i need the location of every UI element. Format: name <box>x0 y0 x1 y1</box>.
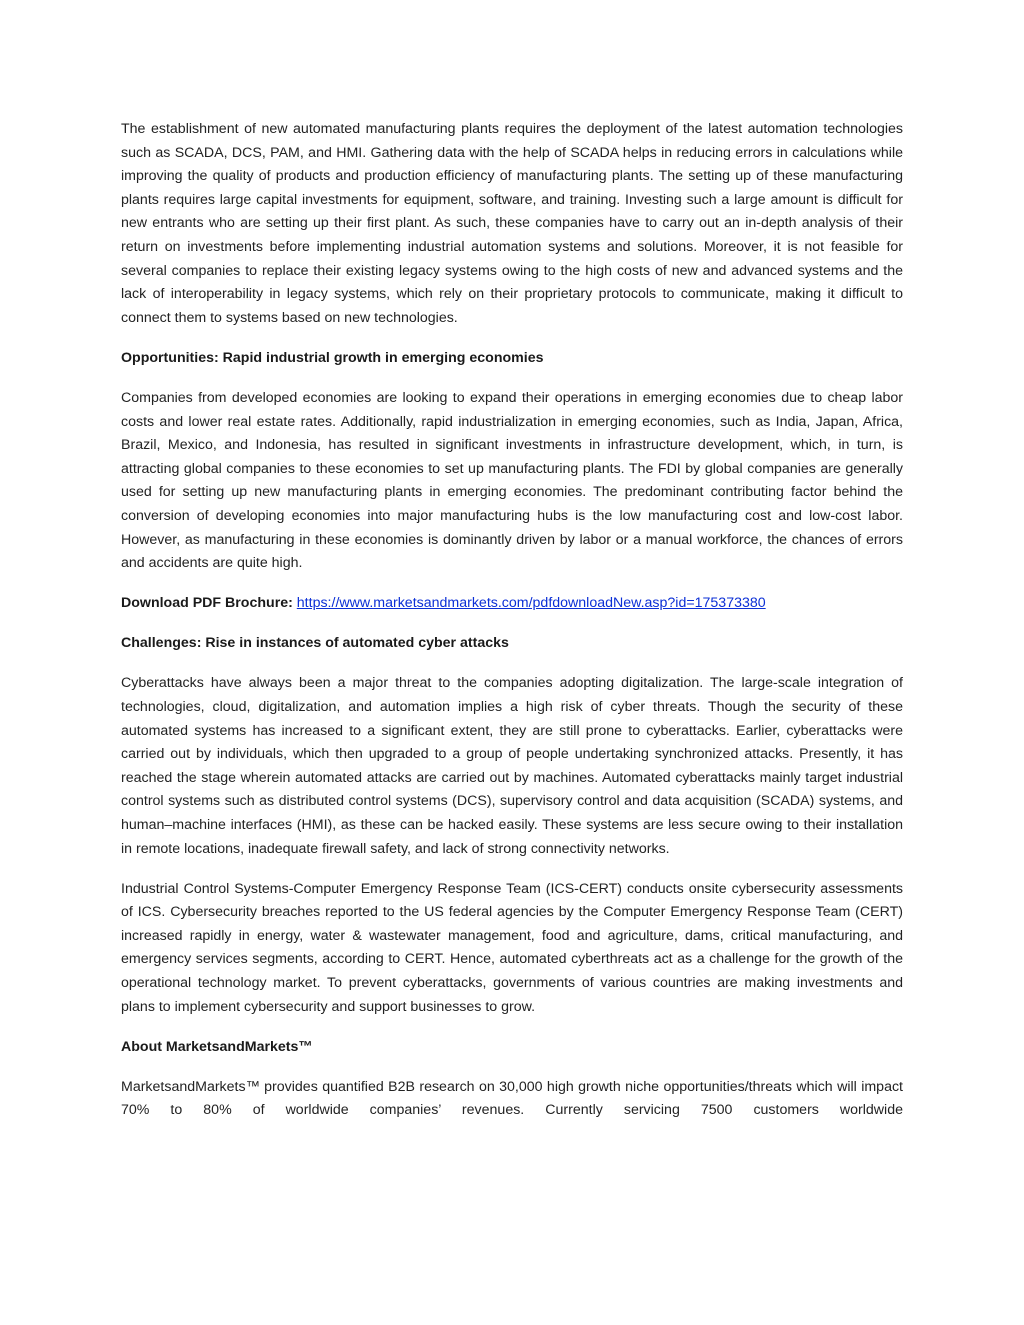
download-brochure-label: Download PDF Brochure: <box>121 595 293 612</box>
opportunities-paragraph: Companies from developed economies are looking to expand their operations in emerging economies due to cheap labor costs and lower real estate rates. Additionally, rapid industrialization in emerging economies, such as India, Japan, Africa, Brazil, Mexico, and Indonesia, has resulted in significant investments in infrastructure development, which, in turn, is attracting global companies to these economies to set up manufacturing plants. The FDI by global companies are generally used for setting up new manufacturing plants in emerging economies. The predominant contributing factor behind the conversion of developing economies into major manufacturing hubs is the low manufacturing cost and low-cost labor. However, as manufacturing in these economies is dominantly driven by labor or a manual workforce, the chances of errors and accidents are quite high. <box>121 389 903 572</box>
about-paragraph: MarketsandMarkets™ provides quantified B2B research on 30,000 high growth niche opportunities/threats which will impact 70% to 80% of worldwide companies’ revenues. Currently servicing 7500 customers worldwide <box>121 1078 903 1119</box>
document-page <box>121 118 903 1123</box>
challenges-paragraph-2: Industrial Control Systems-Computer Emergency Response Team (ICS-CERT) conducts onsite cybersecurity assessments of ICS. Cybersecurity breaches reported to the US federal agencies by the Computer Emergency Response Team (CERT) increased rapidly in energy, water & wastewater management, food and agriculture, dams, critical manufacturing, and emergency services segments, according to CERT. Hence, automated cyberthreats act as a challenge for the growth of the operational technology market. To prevent cyberattacks, governments of various countries are making investments and plans to implement cybersecurity and support businesses to grow. <box>121 880 903 1015</box>
intro-paragraph: The establishment of new automated manufacturing plants requires the deployment of the latest automation technologies such as SCADA, DCS, PAM, and HMI. Gathering data with the help of SCADA helps in reducing errors in calculations while improving the quality of products and production efficiency of manufacturing plants. The setting up of these manufacturing plants requires large capital investments for equipment, software, and training. Investing such a large amount is difficult for new entrants who are setting up their first plant. As such, these companies have to carry out an in-depth analysis of their return on investments before implementing industrial automation systems and solutions. Moreover, it is not feasible for several companies to replace their existing legacy systems owing to the high costs of new and advanced systems and the lack of interoperability in legacy systems, which rely on their proprietary protocols to communicate, making it difficult to connect them to systems based on new technologies. <box>121 121 903 326</box>
download-brochure-line <box>121 592 903 616</box>
challenges-paragraph-1: Cyberattacks have always been a major threat to the companies adopting digitalization. The large-scale integration of technologies, cloud, digitalization, and automation implies a high risk of cyber threats. Though the security of these automated systems has increased to a significant extent, they are still prone to cyberattacks. Earlier, cyberattacks were carried out by individuals, which then upgraded to a group of people undertaking synchronized attacks. Presently, it has reached the stage wherein automated attacks are carried out by machines. Automated cyberattacks mainly target industrial control systems such as distributed control systems (DCS), supervisory control and data acquisition (SCADA) systems, and human–machine interfaces (HMI), as these can be hacked easily. These systems are less secure owing to their installation in remote locations, inadequate firewall safety, and lack of strong connectivity networks. <box>121 675 903 857</box>
download-brochure-link[interactable]: https://www.marketsandmarkets.com/pdfdownloadNew.asp?id=175373380 <box>296 595 766 612</box>
challenges-heading: Challenges: Rise in instances of automated cyber attacks <box>121 635 509 652</box>
about-heading: About MarketsandMarkets™ <box>121 1038 313 1055</box>
opportunities-heading: Opportunities: Rapid industrial growth in emerging economies <box>121 349 544 366</box>
